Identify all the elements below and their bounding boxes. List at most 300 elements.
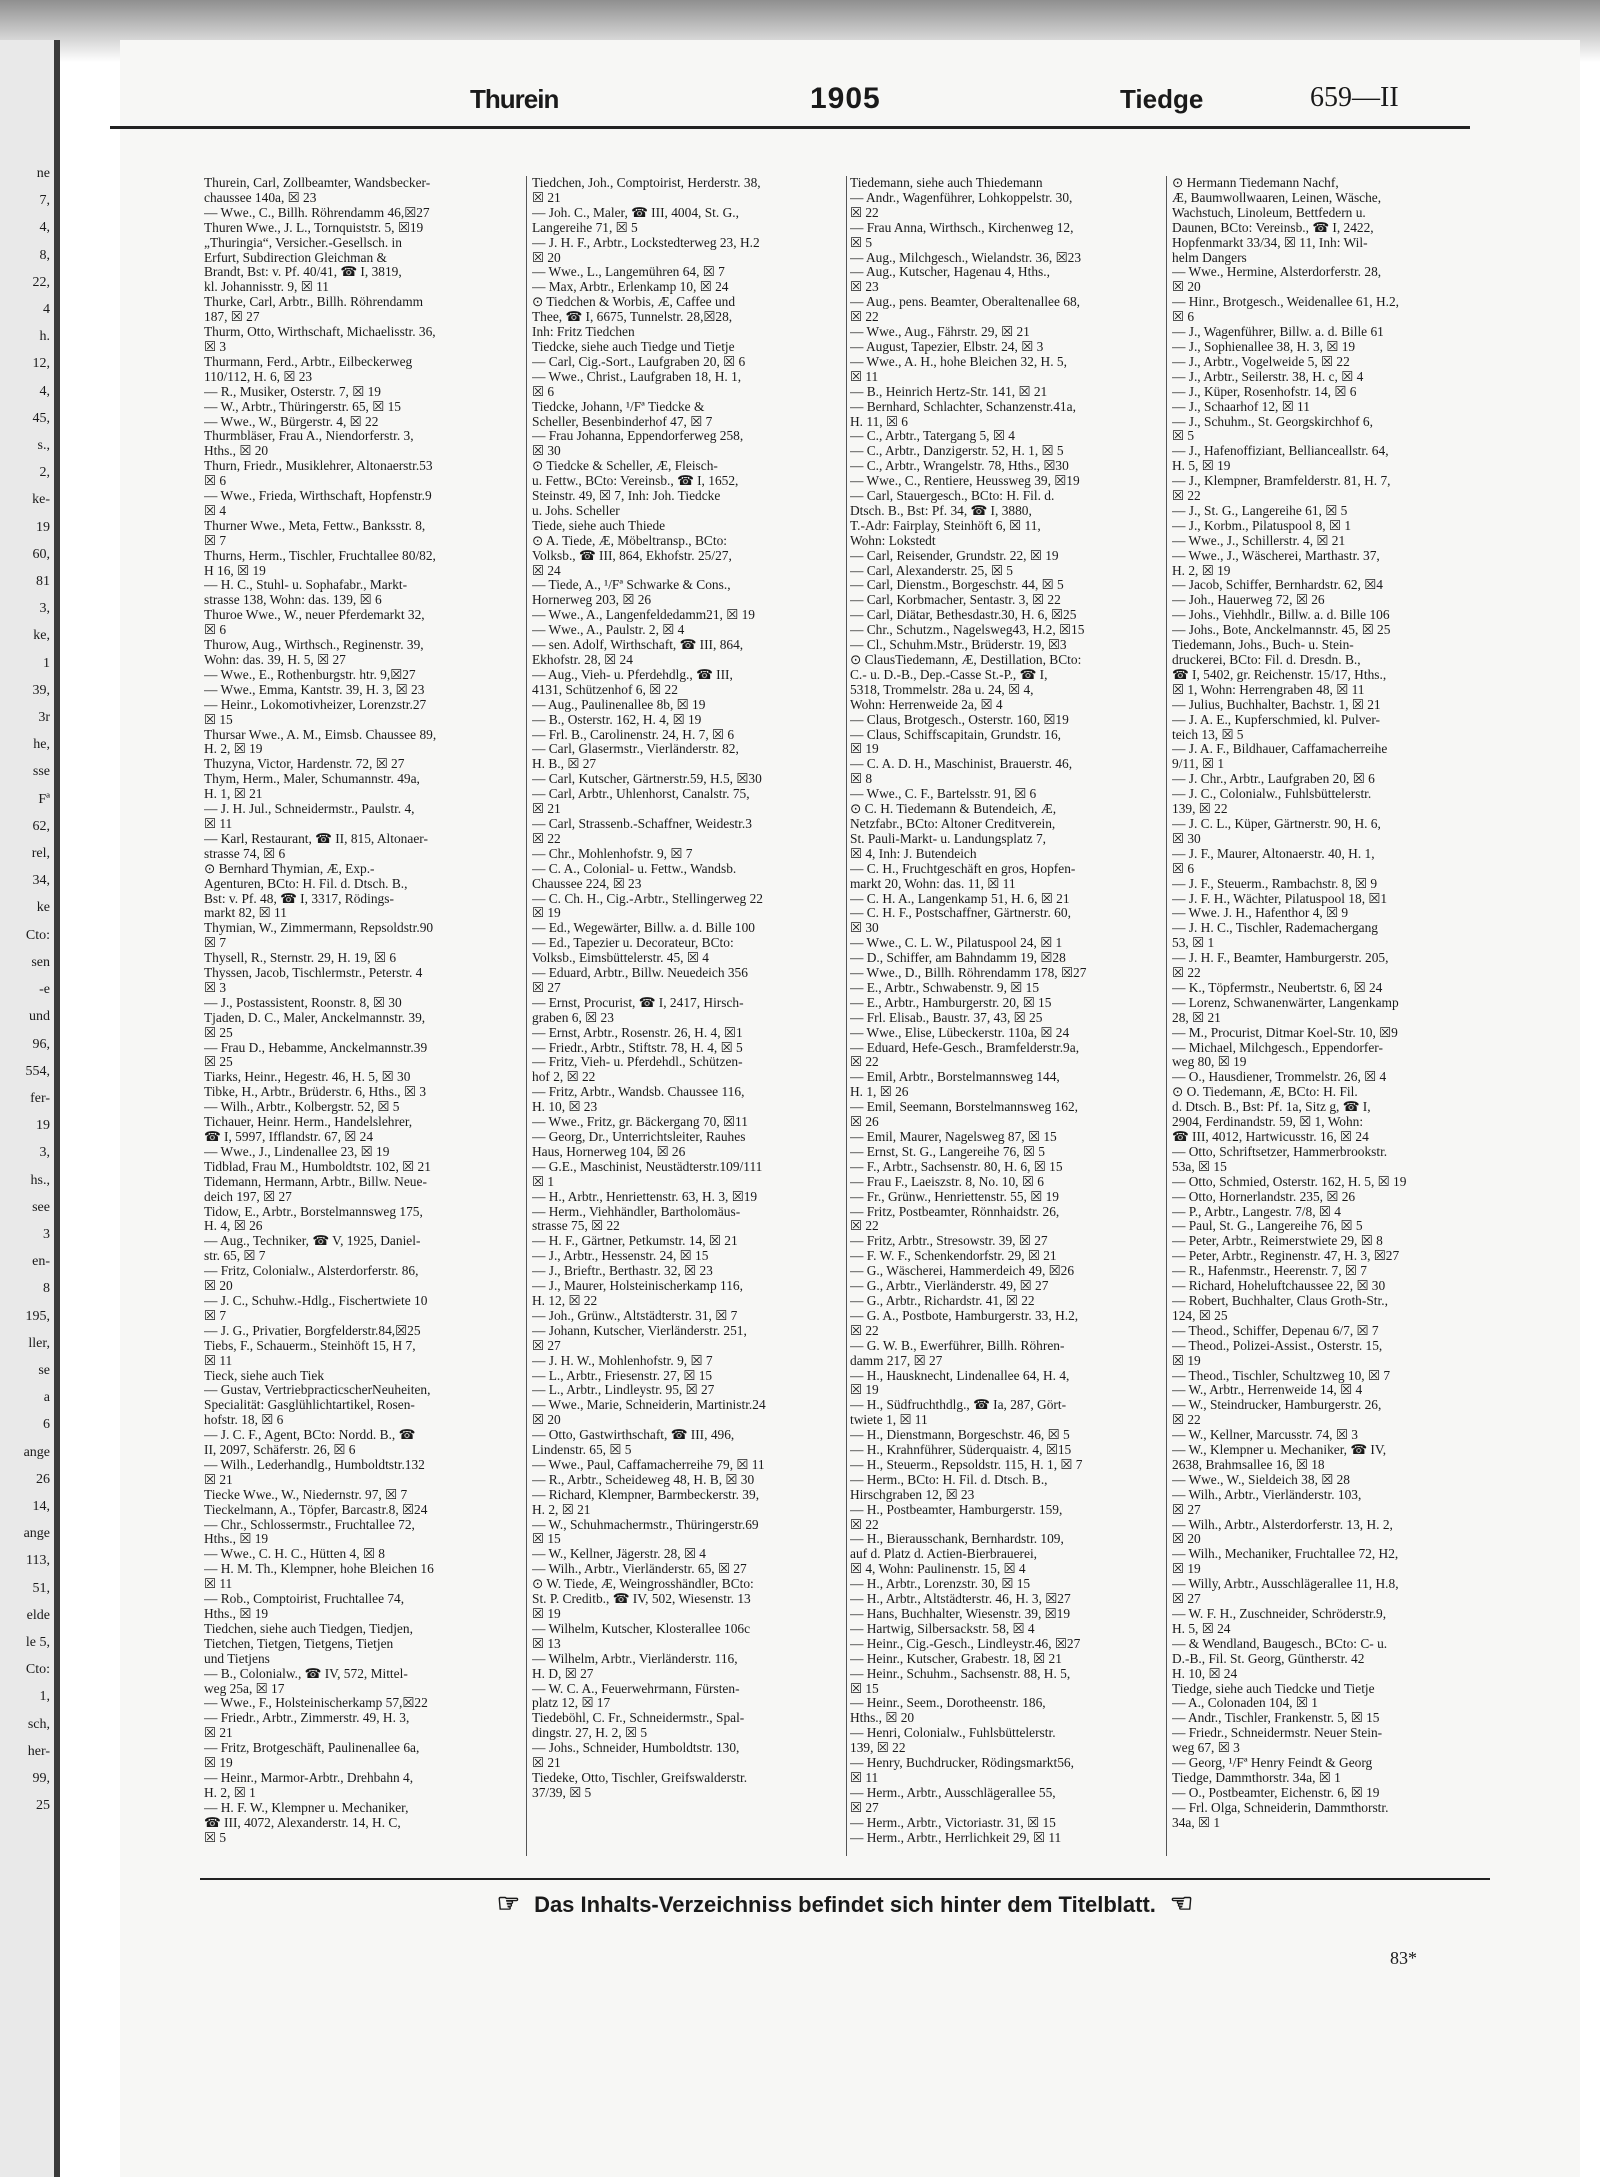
directory-line: H. 1, ☒ 21 [204, 787, 263, 802]
directory-line: — D., Schiffer, am Bahndamm 19, ☒28 [850, 951, 1066, 966]
directory-line: — Otto, Schmied, Osterstr. 162, H. 5, ☒ 19 [1172, 1174, 1407, 1189]
directory-line: — Wilh., Arbtr., Kolbergstr. 52, ☒ 5 [204, 1100, 400, 1115]
directory-line: H. 1, ☒ 26 [850, 1085, 909, 1100]
directory-line: — Heinr., Kutscher, Grabestr. 18, ☒ 21 [850, 1651, 1062, 1666]
directory-line: — R., Hafenmstr., Heerenstr. 7, ☒ 7 [1172, 1264, 1367, 1279]
previous-page-fragment: ke, [33, 628, 50, 644]
directory-line: — Carl, Reisender, Grundstr. 22, ☒ 19 [850, 548, 1059, 563]
directory-line: 139, ☒ 22 [850, 1741, 906, 1756]
directory-line: — Johs., Viehhdlr., Billw. a. d. Bille 106 [1172, 608, 1390, 623]
directory-line: Tiecke Wwe., W., Niedernstr. 97, ☒ 7 [204, 1487, 408, 1502]
directory-line: deich 197, ☒ 27 [204, 1189, 292, 1204]
directory-line: Tiedge, Dammthorstr. 34a, ☒ 1 [1172, 1770, 1341, 1785]
directory-line: — Frl. B., Carolinenstr. 24, H. 7, ☒ 6 [532, 727, 735, 742]
column-divider [1166, 176, 1167, 1856]
directory-line: — Fritz, Arbtr., Wandsb. Chaussee 116, [532, 1085, 745, 1100]
directory-line: Tibke, H., Arbtr., Brüderstr. 6, Hths., ☒ 3 [204, 1085, 427, 1100]
directory-line: chaussee 140a, ☒ 23 [204, 190, 317, 205]
directory-line: — W., Steindrucker, Hamburgerstr. 26, [1172, 1398, 1382, 1413]
directory-line: 2638, Brahmsallee 16, ☒ 18 [1172, 1457, 1325, 1472]
directory-line: ☒ 19 [850, 1383, 879, 1398]
directory-line: — Wwe., C. F., Bartelsstr. 91, ☒ 6 [850, 787, 1037, 802]
directory-line: strasse 75, ☒ 22 [532, 1219, 620, 1234]
previous-page-fragment: 34, [32, 873, 50, 889]
directory-line: H. 2, ☒ 1 [204, 1785, 256, 1800]
directory-line: ☒ 23 [850, 280, 879, 295]
directory-line: — Wwe., A., Paulstr. 2, ☒ 4 [532, 623, 685, 638]
directory-line: — J., Arbtr., Seilerstr. 38, H. c, ☒ 4 [1172, 369, 1364, 384]
directory-line: — Wilh., Lederhandlg., Humboldtstr.132 [204, 1457, 425, 1472]
directory-line: — Carl, Korbmacher, Sentastr. 3, ☒ 22 [850, 593, 1061, 608]
directory-line: Tieck, siehe auch Tiek [204, 1368, 325, 1383]
directory-line: — W., Kellner, Marcusstr. 74, ☒ 3 [1172, 1428, 1358, 1443]
directory-line: ☒ 11 [204, 816, 233, 831]
column-divider [846, 176, 847, 1856]
directory-line: — Heinr., Seem., Dorotheenstr. 186, [850, 1696, 1046, 1711]
directory-line: — Willy, Arbtr., Ausschlägerallee 11, H.8, [1172, 1577, 1399, 1592]
directory-line: — Frau F., Laeiszstr. 8, No. 10, ☒ 6 [850, 1174, 1044, 1189]
directory-line: Inh: Fritz Tiedchen [532, 325, 635, 340]
directory-line: 4131, Schützenhof 6, ☒ 22 [532, 682, 678, 697]
directory-line: Wachstuch, Linoleum, Bettfedern u. [1172, 205, 1366, 220]
directory-line: — Carl, Strassenb.-Schaffner, Weidestr.3 [532, 816, 752, 831]
directory-line: — J., Arbtr., Hessenstr. 24, ☒ 15 [532, 1249, 709, 1264]
previous-page-fragment: 195, [25, 1308, 50, 1324]
previous-page-fragment: 19 [36, 519, 50, 535]
previous-page-fragment: ange [23, 1444, 50, 1460]
directory-line: Specialität: Gasglühlichtartikel, Rosen- [204, 1398, 415, 1413]
directory-line: u. Johs. Scheller [532, 503, 620, 518]
previous-page-fragment: 96, [32, 1036, 50, 1052]
directory-line: — Otto, Gastwirthschaft, ☎ III, 496, [532, 1428, 735, 1443]
previous-page-fragment: ne [36, 166, 50, 181]
directory-line: — Eduard, Hefe-Gesch., Bramfelderstr.9a, [850, 1040, 1080, 1055]
directory-line: Hths., ☒ 19 [204, 1532, 269, 1547]
directory-line: H. 4, ☒ 26 [204, 1219, 263, 1234]
directory-line: — Frl. Elisab., Baustr. 37, 43, ☒ 25 [850, 1010, 1043, 1025]
directory-line: — B., Heinrich Hertz-Str. 141, ☒ 21 [850, 384, 1048, 399]
directory-line: ☒ 21 [532, 1756, 561, 1771]
directory-line: — Theod., Schiffer, Depenau 6/7, ☒ 7 [1172, 1323, 1379, 1338]
directory-line: ☒ 21 [532, 190, 561, 205]
directory-line: — Claus, Brotgesch., Osterstr. 160, ☒19 [850, 712, 1069, 727]
directory-line: ⊙ Hermann Tiedemann Nachf, [1172, 176, 1339, 190]
directory-line: markt 82, ☒ 11 [204, 906, 287, 921]
directory-line: — Wwe., W., Bürgerstr. 4, ☒ 22 [204, 414, 379, 429]
previous-page-fragment: h. [39, 329, 50, 345]
previous-page-fragment: 60, [32, 546, 50, 562]
directory-line: H. 2, ☒ 19 [204, 742, 263, 757]
directory-line: Thyssen, Jacob, Tischlermstr., Peterstr. 4 [204, 966, 423, 981]
running-header [110, 78, 1470, 129]
directory-line: ☒ 27 [1172, 1502, 1201, 1517]
directory-line: — C. H. A., Langenkamp 51, H. 6, ☒ 21 [850, 891, 1070, 906]
previous-page-fragment: a [43, 1390, 50, 1406]
previous-page-fragment: see [32, 1199, 50, 1215]
directory-line: — P., Arbtr., Langestr. 7/8, ☒ 4 [1172, 1204, 1341, 1219]
directory-line: ☒ 6 [1172, 861, 1195, 876]
directory-line: — Carl, Dienstm., Borgeschstr. 44, ☒ 5 [850, 578, 1064, 593]
directory-line: — R., Musiker, Osterstr. 7, ☒ 19 [204, 384, 381, 399]
directory-line: Tjaden, D. C., Maler, Anckelmannstr. 39, [204, 1010, 426, 1025]
directory-line: Chaussee 224, ☒ 23 [532, 876, 642, 891]
directory-line: — J. C. L., Küper, Gärtnerstr. 90, H. 6, [1172, 816, 1381, 831]
directory-line: twiete 1, ☒ 11 [850, 1413, 928, 1428]
directory-line: Agenturen, BCto: H. Fil. d. Dtsch. B., [204, 876, 408, 891]
directory-line: H. 11, ☒ 6 [850, 414, 909, 429]
directory-line: — Georg, Dr., Unterrichtsleiter, Rauhes [532, 1130, 746, 1144]
directory-line: — Wwe., Emma, Kantstr. 39, H. 3, ☒ 23 [204, 682, 425, 697]
directory-line: H. 2, ☒ 21 [532, 1502, 591, 1517]
directory-line: ☒ 15 [204, 712, 233, 727]
directory-line: ☒ 15 [850, 1681, 879, 1696]
directory-line: — Wwe., W., Sieldeich 38, ☒ 28 [1172, 1472, 1351, 1487]
directory-line: Thurner Wwe., Meta, Fettw., Banksstr. 8, [204, 518, 426, 533]
directory-line: — Wwe., E., Rothenburgstr. htr. 9,☒27 [204, 667, 416, 682]
directory-line: markt 20, Wohn: das. 11, ☒ 11 [850, 876, 1016, 891]
directory-line: graben 6, ☒ 23 [532, 1010, 614, 1025]
directory-line: ☒ 22 [1172, 966, 1201, 981]
directory-line: Thursar Wwe., A. M., Eimsb. Chaussee 89, [204, 727, 437, 742]
previous-page-fragment: 1, [39, 1689, 50, 1705]
directory-line: Wohn: Herrenweide 2a, ☒ 4 [850, 697, 1003, 712]
directory-line: ☒ 19 [1172, 1562, 1201, 1577]
directory-line: teich 13, ☒ 5 [1172, 727, 1244, 742]
directory-line: ☒ 7 [204, 936, 227, 951]
directory-line: — J., Schuhm., St. Georgskirchhof 6, [1172, 414, 1373, 429]
directory-line: hofstr. 18, ☒ 6 [204, 1413, 284, 1428]
directory-line: — O., Hausdiener, Trommelstr. 26, ☒ 4 [1172, 1070, 1387, 1085]
directory-line: — Joh. C., Maler, ☎ III, 4004, St. G., [532, 205, 739, 220]
directory-line: — Fr., Grünw., Henriettenstr. 55, ☒ 19 [850, 1189, 1059, 1204]
directory-line: — C. A., Colonial- u. Fettw., Wandsb. [532, 861, 737, 876]
previous-page-fragment: 4 [43, 302, 50, 318]
directory-line: — C. H. F., Postschaffner, Gärtnerstr. 60, [850, 906, 1071, 921]
previous-page-fragment: 99, [32, 1770, 50, 1786]
directory-line: — Chr., Mohlenhofstr. 9, ☒ 7 [532, 846, 693, 861]
directory-line: Hths., ☒ 20 [850, 1711, 915, 1726]
directory-line: weg 80, ☒ 19 [1172, 1055, 1247, 1070]
previous-page-fragment: 25 [36, 1798, 50, 1814]
directory-line: — A., Colonaden 104, ☒ 1 [1172, 1696, 1318, 1711]
directory-line: — Herm., Arbtr., Ausschlägerallee 55, [850, 1785, 1056, 1800]
directory-line: ☒ 19 [850, 742, 879, 757]
directory-line: Tietchen, Tietgen, Tietgens, Tietjen [204, 1636, 394, 1651]
directory-line: Hornerweg 203, ☒ 26 [532, 593, 652, 608]
previous-page-fragment: her- [27, 1743, 50, 1759]
directory-line: ☒ 22 [532, 831, 561, 846]
directory-line: ☒ 21 [532, 802, 561, 817]
directory-line: — Wwe., Christ., Laufgraben 18, H. 1, [532, 369, 742, 384]
directory-line: ⊙ Tiedcke & Scheller, Æ, Fleisch- [532, 459, 718, 474]
directory-line: — Joh., Grünw., Altstädterstr. 31, ☒ 7 [532, 1308, 738, 1323]
directory-line: ☒ 4 [204, 503, 227, 518]
directory-line: — Heinr., Marmor-Arbtr., Drehbahn 4, [204, 1770, 414, 1785]
directory-line: — J. H. W., Mohlenhofstr. 9, ☒ 7 [532, 1353, 713, 1368]
directory-line: Tiedemann, siehe auch Thiedemann [850, 176, 1043, 190]
column-divider [526, 176, 527, 1856]
directory-line: — W., Schuhmachermstr., Thüringerstr.69 [532, 1517, 759, 1532]
directory-line: — H., Hausknecht, Lindenallee 64, H. 4, [850, 1368, 1070, 1383]
directory-line: — Fritz, Arbtr., Stresowstr. 39, ☒ 27 [850, 1234, 1048, 1249]
directory-line: — W. F. H., Zuschneider, Schröderstr.9, [1172, 1607, 1387, 1621]
directory-line: Wohn: Lokstedt [850, 533, 936, 548]
directory-line: Tieckelmann, A., Töpfer, Barcastr.8, ☒24 [204, 1502, 428, 1517]
directory-line: ⊙ Tiedchen & Worbis, Æ, Caffee und [532, 295, 736, 310]
directory-line: — Johs., Schneider, Humboldtstr. 130, [532, 1741, 740, 1756]
previous-page-fragment: en- [32, 1254, 50, 1270]
directory-line: ☒ 11 [204, 1353, 233, 1368]
directory-line: — Heinr., Cig.-Gesch., Lindleystr.46, ☒27 [850, 1636, 1081, 1651]
directory-line: — August, Tapezier, Elbstr. 24, ☒ 3 [850, 339, 1044, 354]
directory-line: ☒ 3 [204, 980, 227, 995]
directory-line: — Carl, Diätar, Bethesdastr.30, H. 6, ☒25 [850, 608, 1077, 623]
directory-line: — H., Arbtr., Lorenzstr. 30, ☒ 15 [850, 1577, 1031, 1592]
directory-line: — B., Colonialw., ☎ IV, 572, Mittel- [204, 1666, 408, 1681]
previous-page-fragment: fer- [30, 1090, 50, 1106]
directory-line: ☒ 27 [532, 1338, 561, 1353]
directory-line: Thurmbläser, Frau A., Niendorferstr. 3, [204, 429, 414, 444]
directory-line: — Carl, Arbtr., Uhlenhorst, Canalstr. 75, [532, 787, 750, 802]
directory-line: 2904, Ferdinandstr. 59, ☒ 1, Wohn: [1172, 1115, 1364, 1130]
directory-line: ☒ 20 [532, 250, 561, 265]
directory-line: Dtsch. B., Bst: Pf. 34, ☎ I, 3880, [850, 503, 1032, 518]
directory-line: — W., Kellner, Jägerstr. 28, ☒ 4 [532, 1547, 706, 1562]
directory-line: Thym, Herm., Maler, Schumannstr. 49a, [204, 772, 420, 787]
directory-line: Hopfenmarkt 33/34, ☒ 11, Inh: Wil- [1172, 235, 1368, 250]
directory-line: — H., Dienstmann, Borgeschstr. 46, ☒ 5 [850, 1428, 1070, 1443]
previous-page-fragment: 4, [39, 383, 50, 399]
directory-line: ☒ 26 [850, 1115, 879, 1130]
previous-page-fragment: 6 [43, 1417, 50, 1433]
previous-page-fragment: und [29, 1009, 50, 1025]
directory-line: ☒ 3 [204, 339, 227, 354]
directory-line: ☒ 22 [850, 1219, 879, 1234]
directory-line: — Carl, Cig.-Sort., Laufgraben 20, ☒ 6 [532, 354, 746, 369]
directory-line: — Wwe., D., Billh. Röhrendamm 178, ☒27 [850, 966, 1087, 981]
directory-line: ☒ 22 [1172, 489, 1201, 504]
previous-page-fragment: 2, [39, 465, 50, 481]
directory-line: — J., St. G., Langereihe 61, ☒ 5 [1172, 503, 1348, 518]
footer-notice-text: Das Inhalts-Verzeichniss befindet sich hinter dem Titelblatt. [534, 1892, 1156, 1917]
directory-line: ☒ 22 [1172, 1413, 1201, 1428]
directory-line: Thurke, Carl, Arbtr., Billh. Röhrendamm [204, 295, 424, 310]
directory-line: — Julius, Buchhalter, Bachstr. 1, ☒ 21 [1172, 697, 1381, 712]
directory-line: — Theod., Polizei-Assist., Osterstr. 15, [1172, 1338, 1383, 1353]
directory-line: — Michael, Milchgesch., Eppendorfer- [1172, 1040, 1383, 1055]
directory-line: — J., Klempner, Bramfelderstr. 81, H. 7, [1172, 474, 1391, 489]
previous-page-edge [0, 40, 60, 2177]
directory-line: ☒ 30 [1172, 831, 1201, 846]
directory-line: ☎ III, 4012, Hartwicusstr. 16, ☒ 24 [1172, 1130, 1369, 1144]
previous-page-fragment: 3r [38, 710, 50, 726]
previous-page-fragment: 3, [39, 601, 50, 617]
directory-line: druckerei, BCto: Fil. d. Dresdn. B., [1172, 653, 1361, 667]
directory-line: ⊙ ClausTiedemann, Æ, Destillation, BCto: [850, 653, 1082, 667]
directory-line: Steinstr. 49, ☒ 7, Inh: Joh. Tiedcke [532, 489, 721, 504]
previous-page-fragment: Cto: [25, 927, 50, 943]
directory-line: auf d. Platz d. Actien-Bierbrauerei, [850, 1547, 1038, 1562]
directory-line: Volksb., Eimsbüttelerstr. 45, ☒ 4 [532, 951, 709, 966]
directory-line: — J. F., Steuerm., Rambachstr. 8, ☒ 9 [1172, 876, 1378, 891]
directory-line: ☒ 1, Wohn: Herrengraben 48, ☒ 11 [1172, 682, 1365, 697]
directory-line: — sen. Adolf, Wirthschaft, ☎ III, 864, [532, 638, 744, 653]
directory-line: — W., Arbtr., Herrenweide 14, ☒ 4 [1172, 1383, 1363, 1398]
directory-line: — Eduard, Arbtr., Billw. Neuedeich 356 [532, 966, 748, 981]
directory-line: — Carl, Glasermstr., Vierländerstr. 82, [532, 742, 739, 757]
directory-line: — Karl, Restaurant, ☎ II, 815, Altonaer- [204, 831, 428, 846]
directory-line: — Heinr., Lokomotivheizer, Lorenzstr.27 [204, 697, 427, 712]
directory-line: — Carl, Kutscher, Gärtnerstr.59, H.5, ☒30 [532, 772, 762, 787]
directory-line: — R., Arbtr., Scheideweg 48, H. B, ☒ 30 [532, 1472, 755, 1487]
directory-line: Brandt, Bst: v. Pf. 40/41, ☎ I, 3819, [204, 265, 402, 280]
directory-line: 139, ☒ 22 [1172, 802, 1228, 817]
directory-line: ☒ 19 [204, 1756, 233, 1771]
directory-line: ☒ 22 [850, 1055, 879, 1070]
directory-line: — Lorenz, Schwanenwärter, Langenkamp [1172, 995, 1399, 1010]
directory-line: — Joh., Hauerweg 72, ☒ 26 [1172, 593, 1325, 608]
directory-line: weg 67, ☒ 3 [1172, 1741, 1240, 1756]
directory-line: Thurein, Carl, Zollbeamter, Wandsbecker- [204, 176, 431, 190]
previous-page-fragment: 39, [32, 682, 50, 698]
previous-page-fragment: 14, [32, 1498, 50, 1514]
directory-line: — G., Arbtr., Vierländerstr. 49, ☒ 27 [850, 1279, 1049, 1294]
directory-line: Ekhofstr. 28, ☒ 24 [532, 653, 633, 667]
directory-line: — J., Sophienallee 38, H. 3, ☒ 19 [1172, 339, 1356, 354]
previous-page-fragment: 8 [43, 1281, 50, 1297]
directory-line: — J. H. F., Arbtr., Lockstedterweg 23, H.2 [532, 235, 760, 250]
directory-line: — J., Korbm., Pilatuspool 8, ☒ 1 [1172, 518, 1352, 533]
directory-line: — C., Arbtr., Danzigerstr. 52, H. 1, ☒ 5 [850, 444, 1064, 459]
directory-line: St. P. Creditb., ☎ IV, 502, Wiesenstr. 13 [532, 1592, 751, 1607]
directory-line: — Frau D., Hebamme, Anckelmannstr.39 [204, 1040, 428, 1055]
directory-line: — Wwe., J., Schillerstr. 4, ☒ 21 [1172, 533, 1346, 548]
directory-line: — Wilhelm, Arbtr., Vierländerstr. 116, [532, 1651, 738, 1666]
directory-line: — Emil, Arbtr., Borstelmannsweg 144, [850, 1070, 1060, 1085]
directory-line: ☒ 1 [532, 1174, 555, 1189]
previous-page-fragment: 12, [32, 356, 50, 372]
directory-line: ☒ 7 [204, 1308, 227, 1323]
directory-line: — Wwe., Frieda, Wirthschaft, Hopfenstr.9 [204, 489, 432, 504]
directory-line: — H., Arbtr., Altstädterstr. 46, H. 3, ☒27 [850, 1592, 1071, 1607]
directory-line: — Ed., Wegewärter, Billw. a. d. Bille 100 [532, 921, 756, 936]
previous-page-fragment: 22, [32, 274, 50, 290]
directory-line: — Henry, Buchdrucker, Rödingsmarkt56, [850, 1756, 1074, 1771]
directory-line: — H., Postbeamter, Hamburgerstr. 159, [850, 1502, 1063, 1517]
directory-line: — J. Chr., Arbtr., Laufgraben 20, ☒ 6 [1172, 772, 1375, 787]
directory-line: — Theod., Tischler, Schultzweg 10, ☒ 7 [1172, 1368, 1391, 1383]
directory-line: Tidemann, Hermann, Arbtr., Billw. Neue- [204, 1174, 427, 1189]
directory-line: — Herm., BCto: H. Fil. d. Dtsch. B., [850, 1472, 1048, 1487]
directory-line: — Wilh., Mechaniker, Fruchtallee 72, H2, [1172, 1547, 1399, 1562]
directory-line: — Johs., Bote, Anckelmannstr. 45, ☒ 25 [1172, 623, 1391, 638]
directory-line: — Chr., Schutzm., Nagelsweg43, H.2, ☒15 [850, 623, 1085, 638]
directory-line: ⊙ A. Tiede, Æ, Möbeltransp., BCto: [532, 533, 727, 548]
directory-line: d. Dtsch. B., Bst: Pf. 1a, Sitz g, ☎ I, [1172, 1100, 1371, 1115]
directory-line: Tidow, E., Arbtr., Borstelmannsweg 175, [204, 1204, 423, 1219]
header-right-catchword: Tiedge [1120, 84, 1204, 114]
directory-line: — Friedr., Schneidermstr. Neuer Stein- [1172, 1726, 1383, 1741]
directory-line: H. D, ☒ 27 [532, 1666, 594, 1681]
directory-line: — F., Arbtr., Sachsenstr. 80, H. 6, ☒ 15 [850, 1159, 1063, 1174]
directory-line: — H., Krahnführer, Süderquaistr. 4, ☒15 [850, 1443, 1072, 1458]
header-year: 1905 [810, 82, 881, 115]
directory-line: — J. F. H., Wächter, Pilatuspool 18, ☒1 [1172, 891, 1388, 906]
previous-page-fragment: 8, [39, 247, 50, 263]
directory-line: 53, ☒ 1 [1172, 936, 1215, 951]
directory-line: Hths., ☒ 20 [204, 444, 269, 459]
directory-line: — Frau Anna, Wirthsch., Kirchenweg 12, [850, 220, 1074, 235]
directory-line: ☎ I, 5402, gr. Reichenstr. 15/17, Hths., [1172, 667, 1387, 682]
directory-line: II, 2097, Schäferstr. 26, ☒ 6 [204, 1443, 356, 1458]
directory-line: — G.E., Maschinist, Neustädterstr.109/111 [532, 1159, 763, 1174]
directory-line: Thurns, Herm., Tischler, Fruchtallee 80/82, [204, 548, 436, 563]
directory-line: — Rob., Comptoirist, Fruchtallee 74, [204, 1592, 405, 1607]
directory-line: ⊙ Bernhard Thymian, Æ, Exp.- [204, 861, 375, 876]
directory-line: — Herm., Viehhändler, Bartholomäus- [532, 1204, 741, 1219]
directory-line: Langereihe 71, ☒ 5 [532, 220, 638, 235]
directory-line: — Emil, Maurer, Nagelsweg 87, ☒ 15 [850, 1130, 1057, 1144]
directory-line: 34a, ☒ 1 [1172, 1815, 1221, 1830]
directory-line: ☒ 20 [1172, 1532, 1201, 1547]
previous-page-fragment: sen [31, 954, 50, 970]
directory-line: — Andr., Tischler, Frankenstr. 5, ☒ 15 [1172, 1711, 1380, 1726]
directory-column-4 [1172, 176, 1482, 1876]
directory-line: H. 5, ☒ 19 [1172, 459, 1231, 474]
directory-line: — Aug., pens. Beamter, Oberaltenallee 68, [850, 295, 1081, 310]
directory-line: ☒ 15 [532, 1532, 561, 1547]
directory-line: ⊙ O. Tiedemann, Æ, BCto: H. Fil. [1172, 1085, 1358, 1100]
directory-line: — H., Bierausschank, Bernhardstr. 109, [850, 1532, 1064, 1547]
directory-line: — Andr., Wagenführer, Lohkoppelstr. 30, [850, 190, 1073, 205]
previous-page-fragment: elde [26, 1607, 50, 1623]
directory-line: — G. W. B., Ewerführer, Billh. Röhren- [850, 1338, 1065, 1353]
directory-line: — J. F., Maurer, Altonaerstr. 40, H. 1, [1172, 846, 1375, 861]
directory-line: Tiede, siehe auch Thiede [532, 518, 666, 533]
previous-page-fragment: ke [36, 900, 50, 916]
directory-line: — Frau Johanna, Eppendorferweg 258, [532, 429, 744, 444]
directory-line: ☒ 5 [1172, 429, 1195, 444]
directory-line: — Bernhard, Schlachter, Schanzenstr.41a, [850, 399, 1076, 414]
directory-line: — Frl. Olga, Schneiderin, Dammthorstr. [1172, 1800, 1389, 1815]
directory-line: — Hinr., Brotgesch., Weidenallee 61, H.2, [1172, 295, 1400, 310]
directory-line: 187, ☒ 27 [204, 310, 260, 325]
directory-line: Thysell, R., Sternstr. 29, H. 19, ☒ 6 [204, 951, 397, 966]
directory-line: — Wwe., C., Rentiere, Heussweg 39, ☒19 [850, 474, 1080, 489]
directory-line: — W., Arbtr., Thüringerstr. 65, ☒ 15 [204, 399, 401, 414]
directory-line: ☒ 30 [850, 921, 879, 936]
directory-line: Tiedcke, siehe auch Tiedge und Tietje [532, 339, 735, 354]
directory-line: — Otto, Hornerlandstr. 235, ☒ 26 [1172, 1189, 1356, 1204]
directory-column-1 [204, 176, 522, 1876]
directory-line: damm 217, ☒ 27 [850, 1353, 943, 1368]
directory-line: — Hartwig, Silbersackstr. 58, ☒ 4 [850, 1621, 1035, 1636]
directory-line: — O., Postbeamter, Eichenstr. 6, ☒ 19 [1172, 1785, 1380, 1800]
directory-line: ☒ 25 [204, 1025, 233, 1040]
directory-line: — Wwe., L., Langemühren 64, ☒ 7 [532, 265, 725, 280]
previous-page-fragment: ke- [32, 492, 50, 508]
previous-page-fragment: 62, [32, 818, 50, 834]
directory-line: ☒ 19 [532, 906, 561, 921]
directory-line: — Peter, Arbtr., Reginenstr. 47, H. 3, ☒27 [1172, 1249, 1400, 1264]
directory-line: ☒ 4, Wohn: Paulinenstr. 15, ☒ 4 [850, 1562, 1026, 1577]
directory-line: strasse 74, ☒ 6 [204, 846, 286, 861]
directory-line: — W., Klempner u. Mechaniker, ☎ IV, [1172, 1443, 1387, 1458]
previous-page-fragment: 19 [36, 1118, 50, 1134]
directory-line: — Wwe., F., Holsteinischerkamp 57,☒22 [204, 1696, 428, 1711]
previous-page-fragment: ange [23, 1526, 50, 1542]
directory-line: H. 2, ☒ 19 [1172, 563, 1231, 578]
